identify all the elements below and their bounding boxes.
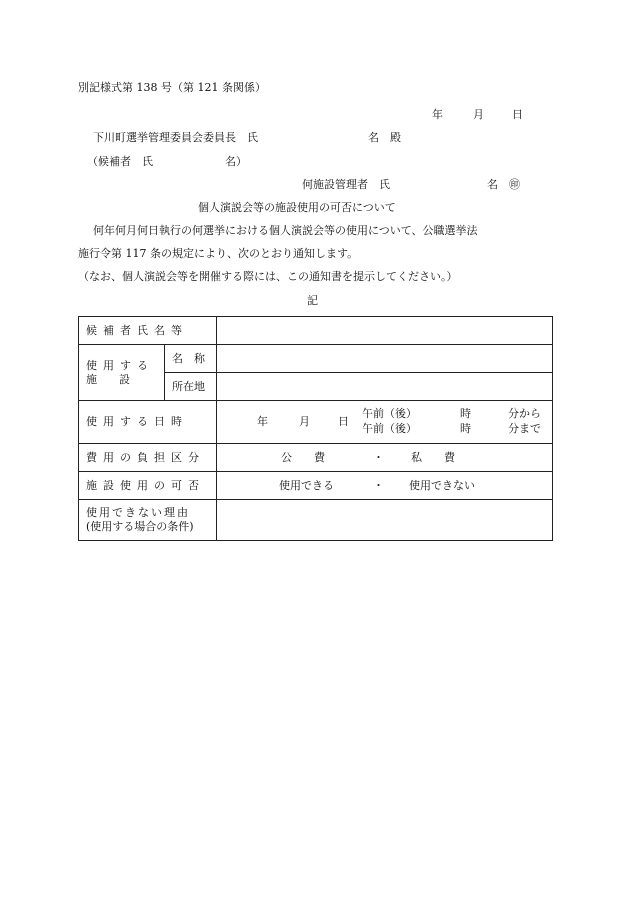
dt-until: 分まで (508, 422, 541, 435)
row-reason (79, 500, 553, 541)
candidate-label: 候補者氏名等 (86, 323, 188, 337)
dt-hour-start: 時 (460, 407, 471, 420)
document-title: 個人演説会等の施設使用の可否について (198, 201, 396, 214)
facility-label-2: 施 設 (86, 372, 130, 386)
facility-name-value-cell[interactable] (217, 345, 553, 373)
row-permit (79, 472, 553, 500)
permit-yes[interactable]: 使用できる (279, 479, 334, 492)
label-cell (79, 317, 217, 345)
row-cost (79, 444, 553, 472)
candidate-suffix: 名） (225, 155, 247, 168)
cost-label: 費用の負担区分 (86, 450, 205, 464)
row-facility-name (79, 345, 553, 373)
body-line-2: 施行令第 117 条の規定により、次のとおり通知します。 (78, 247, 359, 260)
permit-separator: ・ (373, 479, 384, 492)
permit-value-cell[interactable] (217, 472, 553, 500)
addressee-suffix: 名 殿 (368, 131, 401, 144)
cost-private[interactable]: 私 費 (411, 451, 455, 464)
location-label: 所在地 (172, 379, 205, 393)
body-note: （なお、個人演説会等を開催する際には、この通知書を提示してください。） (78, 270, 458, 283)
reason-label-1: 使用できない理由 (86, 506, 190, 519)
location-label-cell (165, 373, 217, 401)
notice-table (78, 316, 553, 541)
facility-label-cell (79, 345, 165, 401)
permit-label: 施設使用の可否 (86, 478, 205, 492)
cost-value-cell[interactable] (217, 444, 553, 472)
dt-hour-end: 時 (460, 422, 471, 435)
dt-ampm-start: 午前（後） (362, 407, 417, 420)
ki-heading: 記 (307, 294, 318, 307)
body-line-1: 何年何月何日執行の何選挙における個人演説会等の使用について、公職選挙法 (93, 224, 478, 237)
date-day: 日 (512, 108, 523, 121)
datetime-label-cell (79, 401, 217, 444)
date-month: 月 (473, 108, 484, 121)
dt-ampm-end: 午前（後） (362, 422, 417, 435)
sender-suffix: 名 (487, 178, 498, 191)
permit-no[interactable]: 使用できない (409, 479, 475, 492)
candidate-line: （候補者 氏 (87, 155, 153, 168)
addressee: 下川町選挙管理委員会委員長 氏 (93, 131, 258, 144)
candidate-value-cell[interactable] (217, 317, 553, 345)
reason-label-cell (79, 500, 217, 541)
date-year: 年 (432, 108, 443, 121)
permit-label-cell (79, 472, 217, 500)
facility-label-1: 使用する (86, 358, 154, 372)
sender: 何施設管理者 氏 (302, 178, 390, 191)
dt-month: 月 (299, 415, 310, 428)
row-datetime (79, 401, 553, 444)
facility-location-value-cell[interactable] (217, 373, 553, 401)
seal-icon: ㊞ (509, 178, 520, 191)
cost-label-cell (79, 444, 217, 472)
name-label-cell (165, 345, 217, 373)
name-label: 名 称 (172, 351, 205, 365)
datetime-label: 使用する日時 (86, 415, 188, 428)
dt-from: 分から (508, 407, 541, 420)
row-candidate (79, 317, 553, 345)
datetime-value-cell[interactable] (217, 401, 553, 444)
dt-year: 年 (257, 415, 268, 428)
reason-label-2: (使用する場合の条件) (86, 520, 194, 533)
dt-day: 日 (338, 415, 349, 428)
cost-separator: ・ (373, 451, 384, 464)
form-number: 別記様式第 138 号（第 121 条関係） (78, 81, 266, 94)
reason-value-cell[interactable] (217, 500, 553, 541)
cost-public[interactable]: 公 費 (281, 451, 325, 464)
